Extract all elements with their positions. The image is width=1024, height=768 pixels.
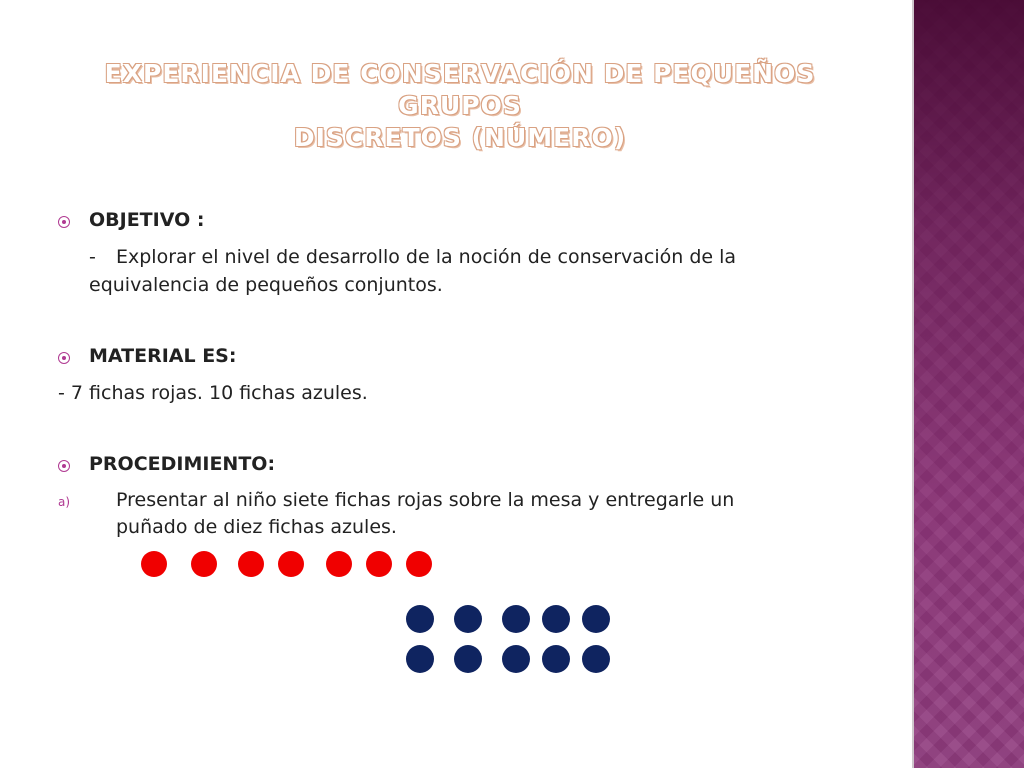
bullet-icon <box>58 352 70 364</box>
blue-token <box>406 645 434 673</box>
blue-token <box>582 645 610 673</box>
procedimiento-text-line-1: Presentar al niño siete fichas rojas sobre la mesa y entregarle un <box>116 489 735 511</box>
blue-token <box>454 605 482 633</box>
blue-token <box>542 645 570 673</box>
bullet-icon <box>58 216 70 228</box>
red-token <box>366 551 392 577</box>
decorative-side-band <box>912 0 1024 768</box>
red-token <box>141 551 167 577</box>
blue-token <box>454 645 482 673</box>
objetivo-heading: OBJETIVO : <box>89 209 205 231</box>
blue-token <box>582 605 610 633</box>
title-line-1: EXPERIENCIA DE CONSERVACIÓN DE PEQUEÑOS GRUPOS <box>104 59 816 120</box>
red-token <box>278 551 304 577</box>
objetivo-text-line-2: equivalencia de pequeños conjuntos. <box>89 274 443 296</box>
procedimiento-heading: PROCEDIMIENTO: <box>89 453 276 475</box>
blue-token <box>406 605 434 633</box>
red-token <box>406 551 432 577</box>
material-heading: MATERIAL ES: <box>89 345 237 367</box>
list-marker-a: a) <box>58 495 71 509</box>
procedimiento-text-line-2: puñado de diez fichas azules. <box>116 516 397 538</box>
material-text: - 7 fichas rojas. 10 fichas azules. <box>58 382 368 404</box>
objetivo-dash: - <box>89 246 96 268</box>
objetivo-text-line-1: Explorar el nivel de desarrollo de la noción de conservación de la <box>116 246 737 268</box>
red-token <box>238 551 264 577</box>
title-line-2: DISCRETOS (NÚMERO) <box>293 123 627 152</box>
blue-token <box>502 645 530 673</box>
red-token <box>191 551 217 577</box>
blue-token <box>502 605 530 633</box>
red-token <box>326 551 352 577</box>
bullet-icon <box>58 460 70 472</box>
blue-token <box>542 605 570 633</box>
